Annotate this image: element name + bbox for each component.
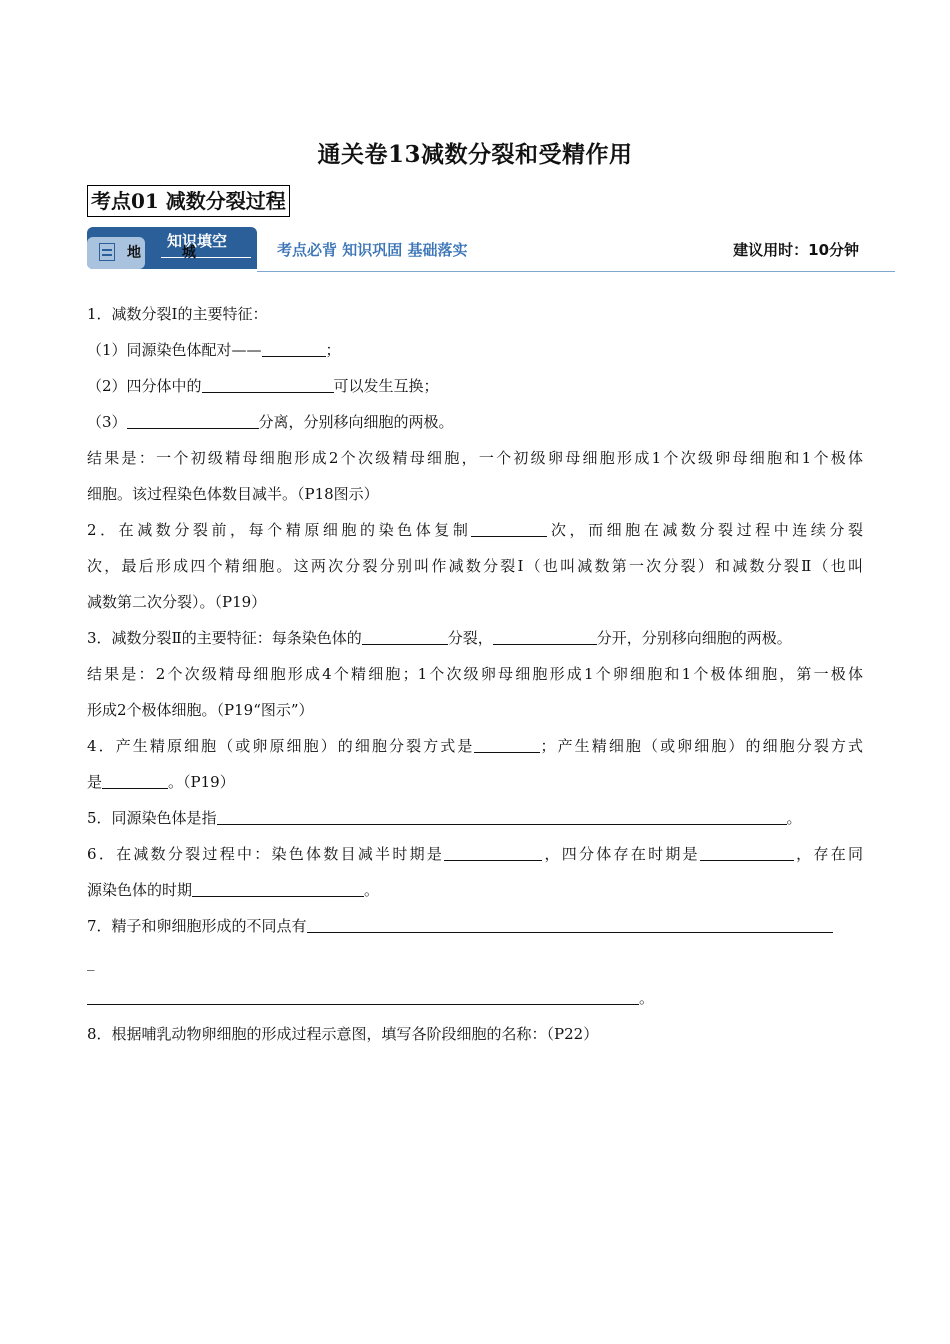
q3-suffix: 分开，分别移向细胞的两极。	[596, 629, 792, 647]
q7-suffix: 。	[639, 989, 655, 1007]
q7-line2: _	[87, 953, 95, 971]
q4-blank-1[interactable]	[474, 734, 540, 753]
q6-blank-1[interactable]	[444, 842, 542, 861]
q6-line1-prefix: 6．在减数分裂过程中：染色体数目减半时期是	[87, 845, 445, 863]
section-banner	[87, 227, 895, 273]
q5-suffix: 。	[786, 809, 802, 827]
q1-item3-suffix: 分离，分别移向细胞的两极。	[258, 413, 454, 431]
q4-line1-suffix: ；产生精细胞（或卵细胞）的细胞分裂方式	[540, 737, 863, 755]
q1-item2-suffix: 可以发生互换；	[333, 377, 439, 395]
page-title: 通关卷13减数分裂和受精作用	[317, 141, 633, 168]
q7-blank-2[interactable]	[87, 986, 639, 1005]
q8-line: 8．根据哺乳动物卵细胞的形成过程示意图，填写各阶段细胞的名称：（P22）	[87, 1025, 599, 1043]
q1-result-line2: 细胞。该过程染色体数目减半。（P18图示）	[87, 485, 379, 503]
q1-item3-blank[interactable]	[127, 410, 259, 429]
banner-divider	[257, 271, 895, 272]
q2-line1	[87, 512, 863, 548]
q7-line3	[87, 980, 863, 1016]
q4-line1	[87, 728, 863, 764]
q1-item2-prefix: （2）四分体中的	[87, 377, 202, 395]
q6-line1	[87, 836, 863, 872]
q4-line2	[87, 764, 863, 800]
q1-title: 1．减数分裂Ⅰ的主要特征：	[87, 305, 268, 323]
suggested-time: 建议用时：10分钟	[733, 241, 859, 259]
q6-line1-middle: ，四分体存在时期是	[542, 845, 700, 863]
q1-item1-suffix: ；	[325, 341, 341, 359]
q1-item2	[87, 368, 863, 404]
q3-result-line1: 结果是：2个次级精母细胞形成4个精细胞；1个次级卵母细胞形成1个卵细胞和1个极体细胞，第一极体	[87, 665, 863, 683]
q6-line2-prefix: 源染色体的时期	[87, 881, 193, 899]
q3-blank-2[interactable]	[493, 626, 597, 645]
q1-item1-blank[interactable]	[262, 338, 326, 357]
banner-tab-label: 知识填空	[167, 232, 228, 250]
question-list	[87, 296, 863, 1052]
q6-blank-3[interactable]	[192, 878, 364, 897]
q1-item1-prefix: （1）同源染色体配对——	[87, 341, 262, 359]
banner-tab-sublabel: 地 城	[127, 245, 214, 261]
document-icon	[99, 243, 115, 261]
q5-prefix: 5．同源染色体是指	[87, 809, 217, 827]
q6-blank-2[interactable]	[700, 842, 794, 861]
q2-line3: 减数第二次分裂）。（P19）	[87, 593, 267, 611]
q3-blank-1[interactable]	[362, 626, 448, 645]
q4-line2-prefix: 是	[87, 773, 103, 791]
q1-item3-prefix: （3）	[87, 413, 127, 431]
q1-item2-blank[interactable]	[202, 374, 334, 393]
q5-line	[87, 800, 863, 836]
q2-line1-prefix: 2．在减数分裂前，每个精原细胞的染色体复制	[87, 521, 472, 539]
q3-middle: 分裂，	[447, 629, 493, 647]
q7-line1	[87, 908, 863, 944]
q4-blank-2[interactable]	[102, 770, 168, 789]
q5-blank[interactable]	[217, 806, 787, 825]
q6-line2	[87, 872, 863, 908]
q7-prefix: 7．精子和卵细胞形成的不同点有	[87, 917, 307, 935]
q1-item3	[87, 404, 863, 440]
banner-tagline: 考点必背 知识巩固 基础落实	[277, 241, 468, 259]
q6-line2-suffix: 。	[364, 881, 380, 899]
q7-blank-1[interactable]	[307, 914, 833, 933]
q1-result-line1: 结果是：一个初级精母细胞形成2个次级精母细胞，一个初级卵母细胞形成1个次级卵母细胞和1个极体	[87, 449, 863, 467]
q1-item1	[87, 332, 863, 368]
q4-line1-prefix: 4．产生精原细胞（或卵原细胞）的细胞分裂方式是	[87, 737, 475, 755]
section-heading: 考点01 减数分裂过程	[87, 185, 290, 217]
q4-line2-suffix: 。（P19）	[168, 773, 235, 791]
q2-blank[interactable]	[471, 518, 547, 537]
q3-result-line2: 形成2个极体细胞。（P19“图示”）	[87, 701, 314, 719]
q2-line2: 次，最后形成四个精细胞。这两次分裂分别叫作减数分裂Ⅰ（也叫减数第一次分裂）和减数分裂Ⅱ（也叫	[87, 557, 863, 575]
q6-line1-suffix: ，存在同	[793, 845, 863, 863]
q3-line1	[87, 620, 863, 656]
q3-prefix: 3．减数分裂Ⅱ的主要特征：每条染色体的	[87, 629, 362, 647]
q2-line1-suffix: 次，而细胞在减数分裂过程中连续分裂	[547, 521, 863, 539]
